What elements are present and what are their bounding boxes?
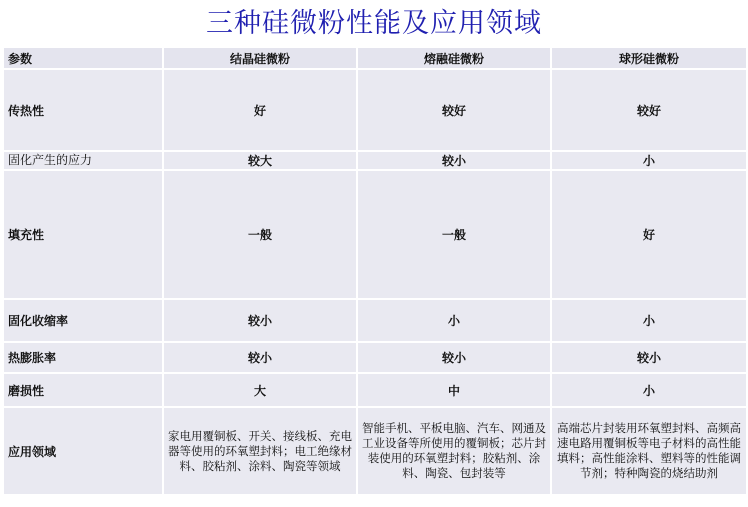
table-cell: 较小 [164, 300, 356, 341]
comparison-table [2, 46, 748, 496]
table-cell: 小 [552, 374, 746, 406]
table-cell: 较小 [552, 343, 746, 372]
header-cell-spherical: 球形硅微粉 [552, 48, 746, 68]
row-label: 磨损性 [4, 374, 162, 406]
header-cell-fused: 熔融硅微粉 [358, 48, 550, 68]
row-label: 应用领域 [4, 408, 162, 494]
slide-title: 三种硅微粉性能及应用领域 [206, 8, 542, 39]
row-label: 传热性 [4, 70, 162, 150]
table-cell: 较小 [164, 343, 356, 372]
table-cell: 小 [552, 152, 746, 169]
row-label: 固化收缩率 [4, 300, 162, 341]
table-cell: 大 [164, 374, 356, 406]
row-label: 填充性 [4, 171, 162, 298]
row-label: 固化产生的应力 [4, 152, 162, 169]
table-cell: 智能手机、平板电脑、汽车、网通及工业设备等所使用的覆铜板；芯片封装使用的环氧塑封料；胶粘剂、涂料、陶瓷、包封装等 [358, 408, 550, 494]
table-row [4, 300, 746, 341]
table-cell: 家电用覆铜板、开关、接线板、充电器等使用的环氧塑封料；电工绝缘材料、胶粘剂、涂料、陶瓷等领域 [164, 408, 356, 494]
table-row [4, 70, 746, 150]
row-label: 热膨胀率 [4, 343, 162, 372]
table-cell: 好 [552, 171, 746, 298]
table-header-row [4, 48, 746, 68]
table-row [4, 171, 746, 298]
table-cell: 较大 [164, 152, 356, 169]
table-row [4, 152, 746, 169]
table-cell: 较小 [358, 152, 550, 169]
table-cell: 中 [358, 374, 550, 406]
table-cell: 一般 [164, 171, 356, 298]
table-cell: 好 [164, 70, 356, 150]
table-cell: 较小 [358, 343, 550, 372]
table-row [4, 408, 746, 494]
table-cell: 小 [552, 300, 746, 341]
table-row [4, 374, 746, 406]
table-cell: 小 [358, 300, 550, 341]
table-cell: 较好 [358, 70, 550, 150]
header-cell-crystalline: 结晶硅微粉 [164, 48, 356, 68]
header-cell-param: 参数 [4, 48, 162, 68]
table-row [4, 343, 746, 372]
table-cell: 一般 [358, 171, 550, 298]
table-cell: 高端芯片封装用环氧塑封料、高频高速电路用覆铜板等电子材料的高性能填料；高性能涂料、塑料等的性能调节剂；特种陶瓷的烧结助剂 [552, 408, 746, 494]
table-cell: 较好 [552, 70, 746, 150]
